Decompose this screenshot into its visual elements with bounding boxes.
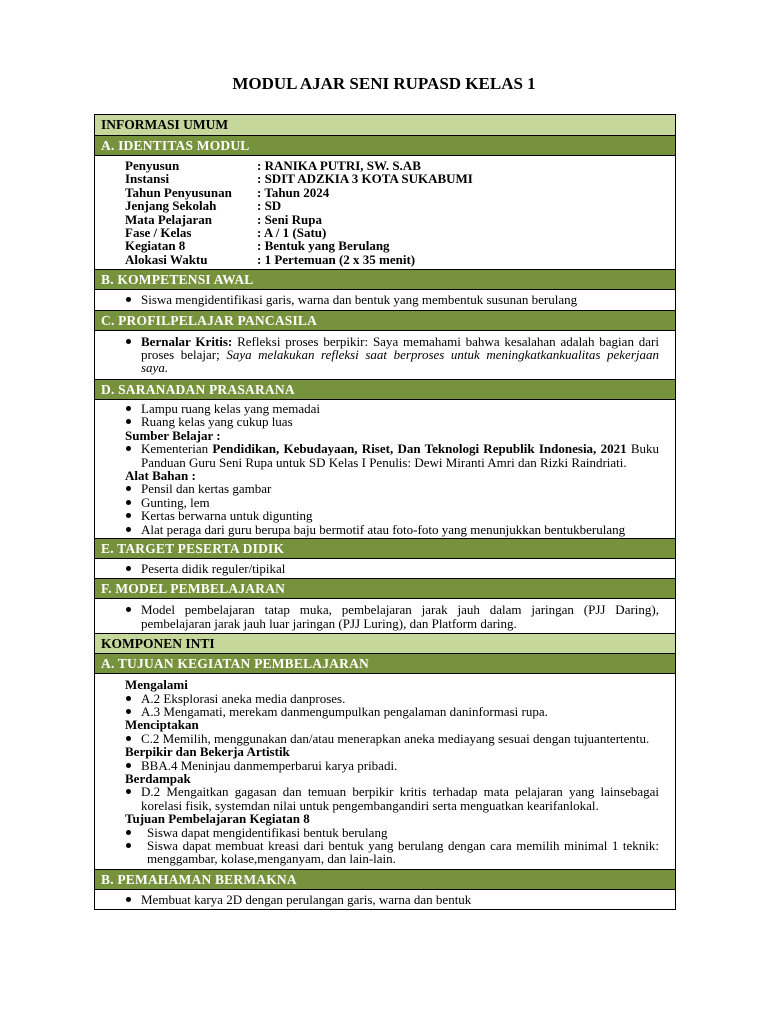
alat-bahan-label: Alat Bahan : — [125, 467, 196, 483]
list-item: A.2 Eksplorasi aneka media danproses. — [125, 692, 659, 705]
menciptakan-label: Menciptakan — [125, 717, 199, 733]
section-pemahaman-bermakna: B. PEMAHAMAN BERMAKNA — [95, 869, 675, 889]
berpikir-label: Berpikir dan Bekerja Artistik — [125, 744, 290, 760]
profil-body — [95, 330, 675, 379]
berdampak-label: Berdampak — [125, 771, 191, 786]
identitas-row — [125, 172, 665, 185]
list-item: Siswa mengidentifikasi garis, warna dan bentuk yang membentuk susunan berulang — [125, 293, 659, 306]
identitas-key: Alokasi Waktu — [125, 251, 208, 267]
list-item: Siswa dapat membuat kreasi dari bentuk yang berulang dengan cara memilih minimal 1 teknik: menggambar, kolase,menganyam, dan lain-lain. — [125, 839, 659, 866]
identitas-row — [125, 159, 665, 172]
list-item — [125, 442, 659, 469]
identitas-key: Instansi — [125, 171, 170, 187]
identitas-key: Kegiatan 8 — [125, 238, 186, 254]
identitas-value: : SD — [257, 198, 282, 214]
pemahaman-body — [95, 889, 675, 909]
identitas-row — [125, 199, 665, 212]
target-body — [95, 558, 675, 578]
section-sarana-prasarana: D. SARANADAN PRASARANA — [95, 379, 675, 399]
list-item: Pensil dan kertas gambar — [125, 482, 659, 495]
sumber-prefix: Kementerian — [141, 441, 213, 457]
list-item: C.2 Memilih, menggunakan dan/atau menerapkan aneka mediayang sesuai dengan tujuantertentu. — [125, 732, 659, 745]
identitas-value: : Bentuk yang Berulang — [257, 238, 390, 254]
document-title: MODUL AJAR SENI RUPASD KELAS 1 — [232, 74, 536, 93]
profil-italic: Saya melakukan refleksi saat berproses untuk meningkatkankualitas pekerjaan saya. — [141, 347, 659, 376]
list-item: Gunting, lem — [125, 496, 659, 509]
identitas-value: : RANIKA PUTRI, SW. S.AB — [257, 158, 421, 173]
identitas-value: : Seni Rupa — [257, 211, 323, 227]
identitas-value: : Tahun 2024 — [257, 184, 330, 200]
sumber-rest: Buku Panduan Guru Seni Rupa untuk SD Kelas I Penulis: Dewi Miranti Amri dan Rizki Raindriati. — [141, 441, 660, 470]
section-model-pembelajaran: F. MODEL PEMBELAJARAN — [95, 578, 675, 598]
section-komponen-inti: KOMPONEN INTI — [95, 633, 675, 653]
list-item: Ruang kelas yang cukup luas — [125, 415, 659, 428]
tujuan-body — [95, 673, 675, 869]
list-item: Membuat karya 2D dengan perulangan garis, warna dan bentuk — [125, 893, 659, 906]
list-item: Alat peraga dari guru berupa baju bermotif atau foto-foto yang menunjukkan bentukberulang — [125, 523, 659, 536]
section-tujuan-kegiatan: A. TUJUAN KEGIATAN PEMBELAJARAN — [95, 653, 675, 673]
profil-text: Refleksi proses berpikir: Saya memahami bahwa kesalahan adalah bagian dari proses belajar; — [141, 333, 659, 363]
list-item — [125, 335, 659, 375]
section-kompetensi-awal: B. KOMPETENSI AWAL — [95, 269, 675, 289]
kompetensi-body — [95, 289, 675, 309]
identitas-key: Mata Pelajaran — [125, 211, 213, 227]
list-item: Model pembelajaran tatap muka, pembelajaran jarak jauh dalam jaringan (PJJ Daring), pembelajaran jarak jauh luar jaringan (PJJ Luring), dan Platform daring. — [125, 603, 659, 630]
identitas-key: Jenjang Sekolah — [125, 198, 217, 214]
tujuan-pembelajaran-label: Tujuan Pembelajaran Kegiatan 8 — [125, 811, 310, 827]
identitas-table — [95, 155, 675, 269]
profil-bold: Bernalar Kritis: — [141, 333, 233, 349]
list-item: Peserta didik reguler/tipikal — [125, 562, 659, 575]
identitas-value: : 1 Pertemuan (2 x 35 menit) — [257, 251, 416, 267]
identitas-row — [125, 253, 665, 266]
list-item: Lampu ruang kelas yang memadai — [125, 402, 659, 415]
identitas-row — [125, 226, 665, 239]
section-profil-pelajar: C. PROFILPELAJAR PANCASILA — [95, 310, 675, 330]
identitas-key: Penyusun — [125, 158, 180, 173]
list-item: BBA.4 Meninjau danmemperbarui karya pribadi. — [125, 759, 659, 772]
identitas-value: : A / 1 (Satu) — [257, 225, 327, 241]
model-body — [95, 598, 675, 633]
identitas-row — [125, 213, 665, 226]
mengalami-label: Mengalami — [125, 677, 188, 693]
identitas-row — [125, 186, 665, 199]
list-item: D.2 Mengaitkan gagasan dan temuan berpikir kritis terhadap mata pelajaran yang lainsebagai korelasi fisik, systemdan nilai untuk pengembangandiri serta menguatkan kearifanlokal. — [125, 785, 659, 812]
identitas-value: : SDIT ADZKIA 3 KOTA SUKABUMI — [257, 171, 473, 187]
sumber-belajar-label: Sumber Belajar : — [125, 427, 221, 443]
list-item: A.3 Mengamati, merekam danmengumpulkan pengalaman daninformasi rupa. — [125, 705, 659, 718]
list-item: Siswa dapat mengidentifikasi bentuk berulang — [125, 826, 659, 839]
identitas-key: Fase / Kelas — [125, 225, 192, 241]
sarana-body — [95, 399, 675, 538]
identitas-row — [125, 239, 665, 252]
module-table — [94, 114, 676, 910]
sumber-bold: Pendidikan, Kebudayaan, Riset, Dan Teknologi Republik Indonesia, 2021 — [212, 441, 627, 457]
identitas-key: Tahun Penyusunan — [125, 184, 232, 200]
section-identitas-modul: A. IDENTITAS MODUL — [95, 135, 675, 155]
section-target-peserta: E. TARGET PESERTA DIDIK — [95, 538, 675, 558]
section-informasi-umum: INFORMASI UMUM — [95, 115, 675, 135]
list-item: Kertas berwarna untuk digunting — [125, 509, 659, 522]
